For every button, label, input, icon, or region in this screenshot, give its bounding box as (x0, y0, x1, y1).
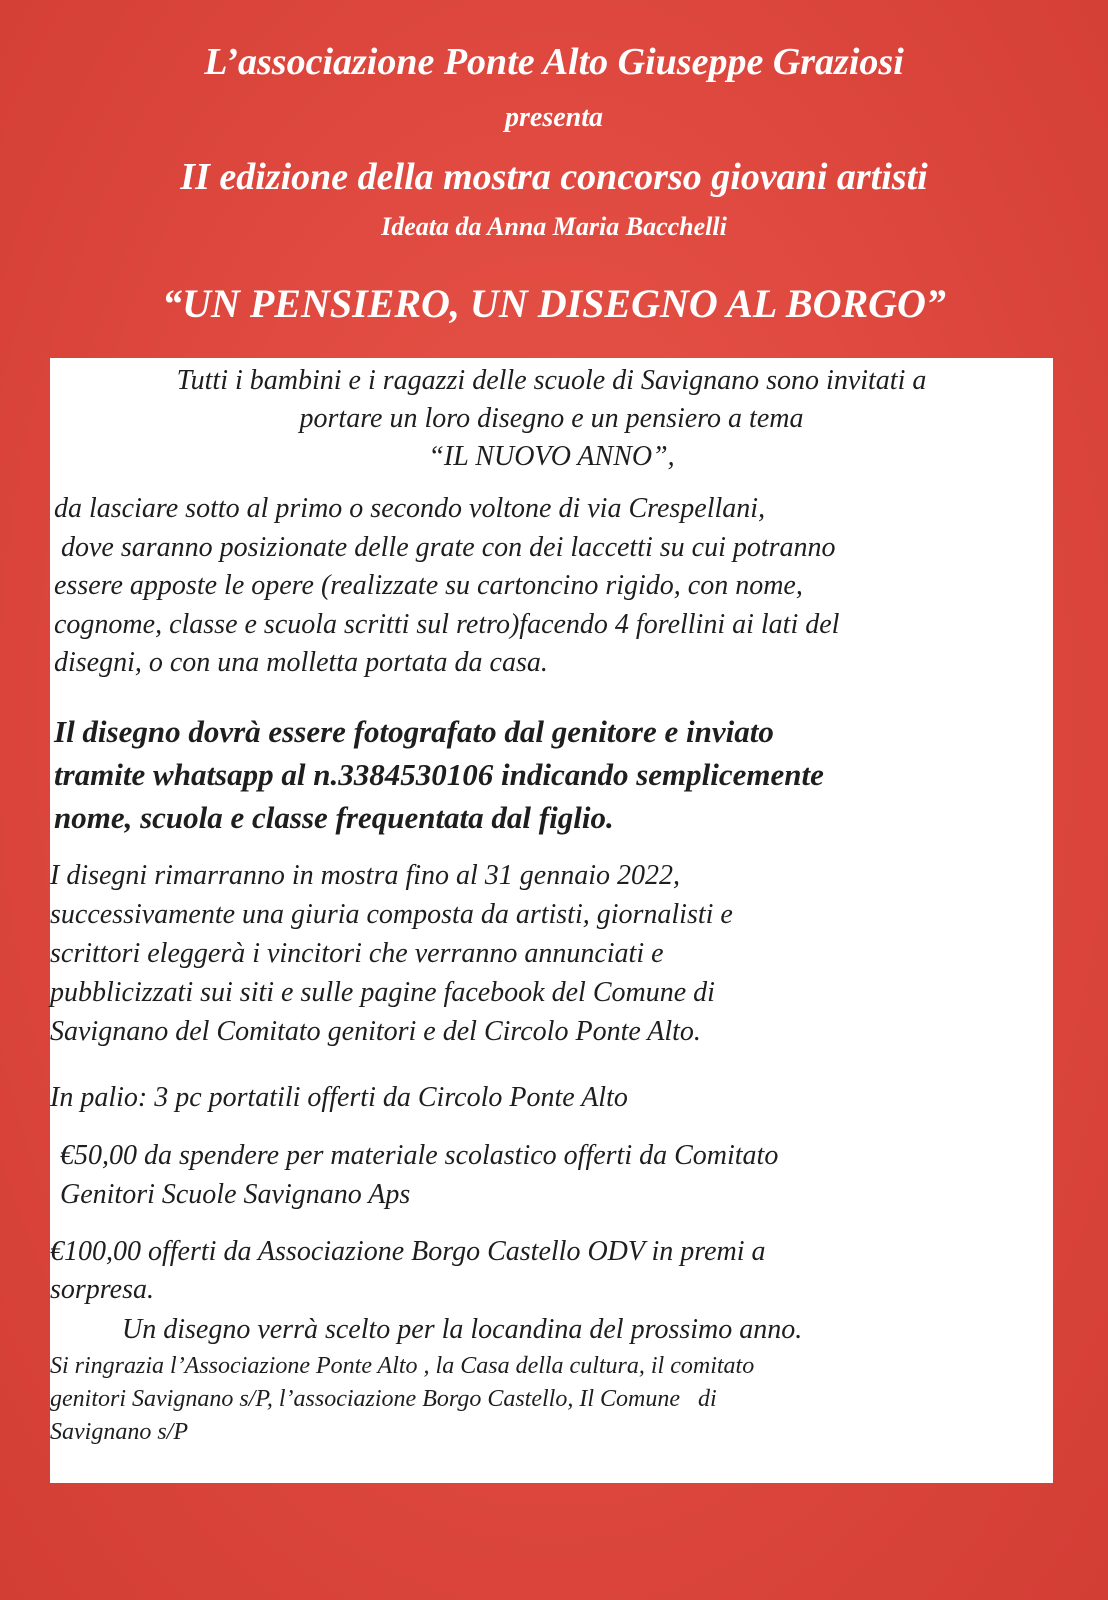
intro-line: Tutti i bambini e i ragazzi delle scuole di Savignano sono invitati a (176, 365, 927, 396)
instructions-line: essere apposte le opere (realizzate su cartoncino rigido, con nome, (54, 570, 803, 601)
content-panel (50, 358, 1053, 1483)
event-title: “UN PENSIERO, UN DISEGNO AL BORGO” (162, 281, 946, 326)
intro-line: portare un loro disegno e un pensiero a tema (299, 403, 804, 434)
exhibition-line: I disegni rimarranno in mostra fino al 31 gennaio 2022, (50, 860, 681, 891)
acknowledgements-line: Si ringrazia l’Associazione Ponte Alto , la Casa della cultura, il comitato (50, 1353, 755, 1379)
poster-selection-note: Un disegno verrà scelto per la locandina del prossimo anno. (122, 1314, 803, 1345)
acknowledgements (50, 1350, 1045, 1449)
exhibition-line: scrittori eleggerà i vincitori che verranno annunciati e (50, 938, 664, 969)
intro-theme: “IL NUOVO ANNO”, (428, 441, 675, 472)
whatsapp-paragraph (54, 710, 1044, 839)
intro-paragraph (50, 362, 1053, 476)
exhibition-line: pubblicizzati sui siti e sulle pagine facebook del Comune di (50, 977, 715, 1008)
prize-surprise (50, 1233, 1045, 1309)
prize-line: €100,00 offerti da Associazione Borgo Castello ODV in premi a (50, 1236, 766, 1267)
acknowledgements-line: genitori Savignano s/P, l’associazione Borgo Castello, Il Comune di (50, 1386, 717, 1412)
exhibition-line: successivamente una giuria composta da artisti, giornalisti e (50, 899, 733, 930)
prize-school-materials (60, 1136, 1045, 1214)
instructions-paragraph (54, 490, 1044, 683)
edition-heading: II edizione della mostra concorso giovani artisti (180, 156, 928, 198)
instructions-line: dove saranno posizionate delle grate con dei laccetti su cui potranno (54, 531, 836, 563)
presents-label: presenta (505, 102, 603, 133)
organization-name: L’associazione Ponte Alto Giuseppe Graziosi (204, 41, 904, 83)
whatsapp-line: Il disegno dovrà essere fotografato dal genitore e inviato (54, 714, 774, 749)
whatsapp-line: nome, scuola e classe frequentata dal figlio. (54, 800, 614, 835)
exhibition-line: Savignano del Comitato genitori e del Circolo Ponte Alto. (50, 1016, 701, 1047)
acknowledgements-line: Savignano s/P (50, 1419, 188, 1445)
instructions-line: da lasciare sotto al primo o secondo voltone di via Crespellani, (54, 493, 766, 524)
whatsapp-line: tramite whatsapp al n.3384530106 indicando semplicemente (54, 757, 824, 792)
idea-credit: Ideata da Anna Maria Bacchelli (381, 212, 727, 241)
prize-line: sorpresa. (50, 1274, 154, 1305)
instructions-line: cognome, classe e scuola scritti sul retro)facendo 4 forellini ai lati del (54, 608, 840, 640)
instructions-line: disegni, o con una molletta portata da casa. (54, 647, 548, 678)
prize-laptops: In palio: 3 pc portatili offerti da Circolo Ponte Alto (50, 1082, 628, 1113)
exhibition-paragraph (50, 856, 1045, 1051)
prize-line: Genitori Scuole Savignano Aps (60, 1179, 411, 1210)
prize-line: €50,00 da spendere per materiale scolastico offerti da Comitato (60, 1140, 779, 1171)
